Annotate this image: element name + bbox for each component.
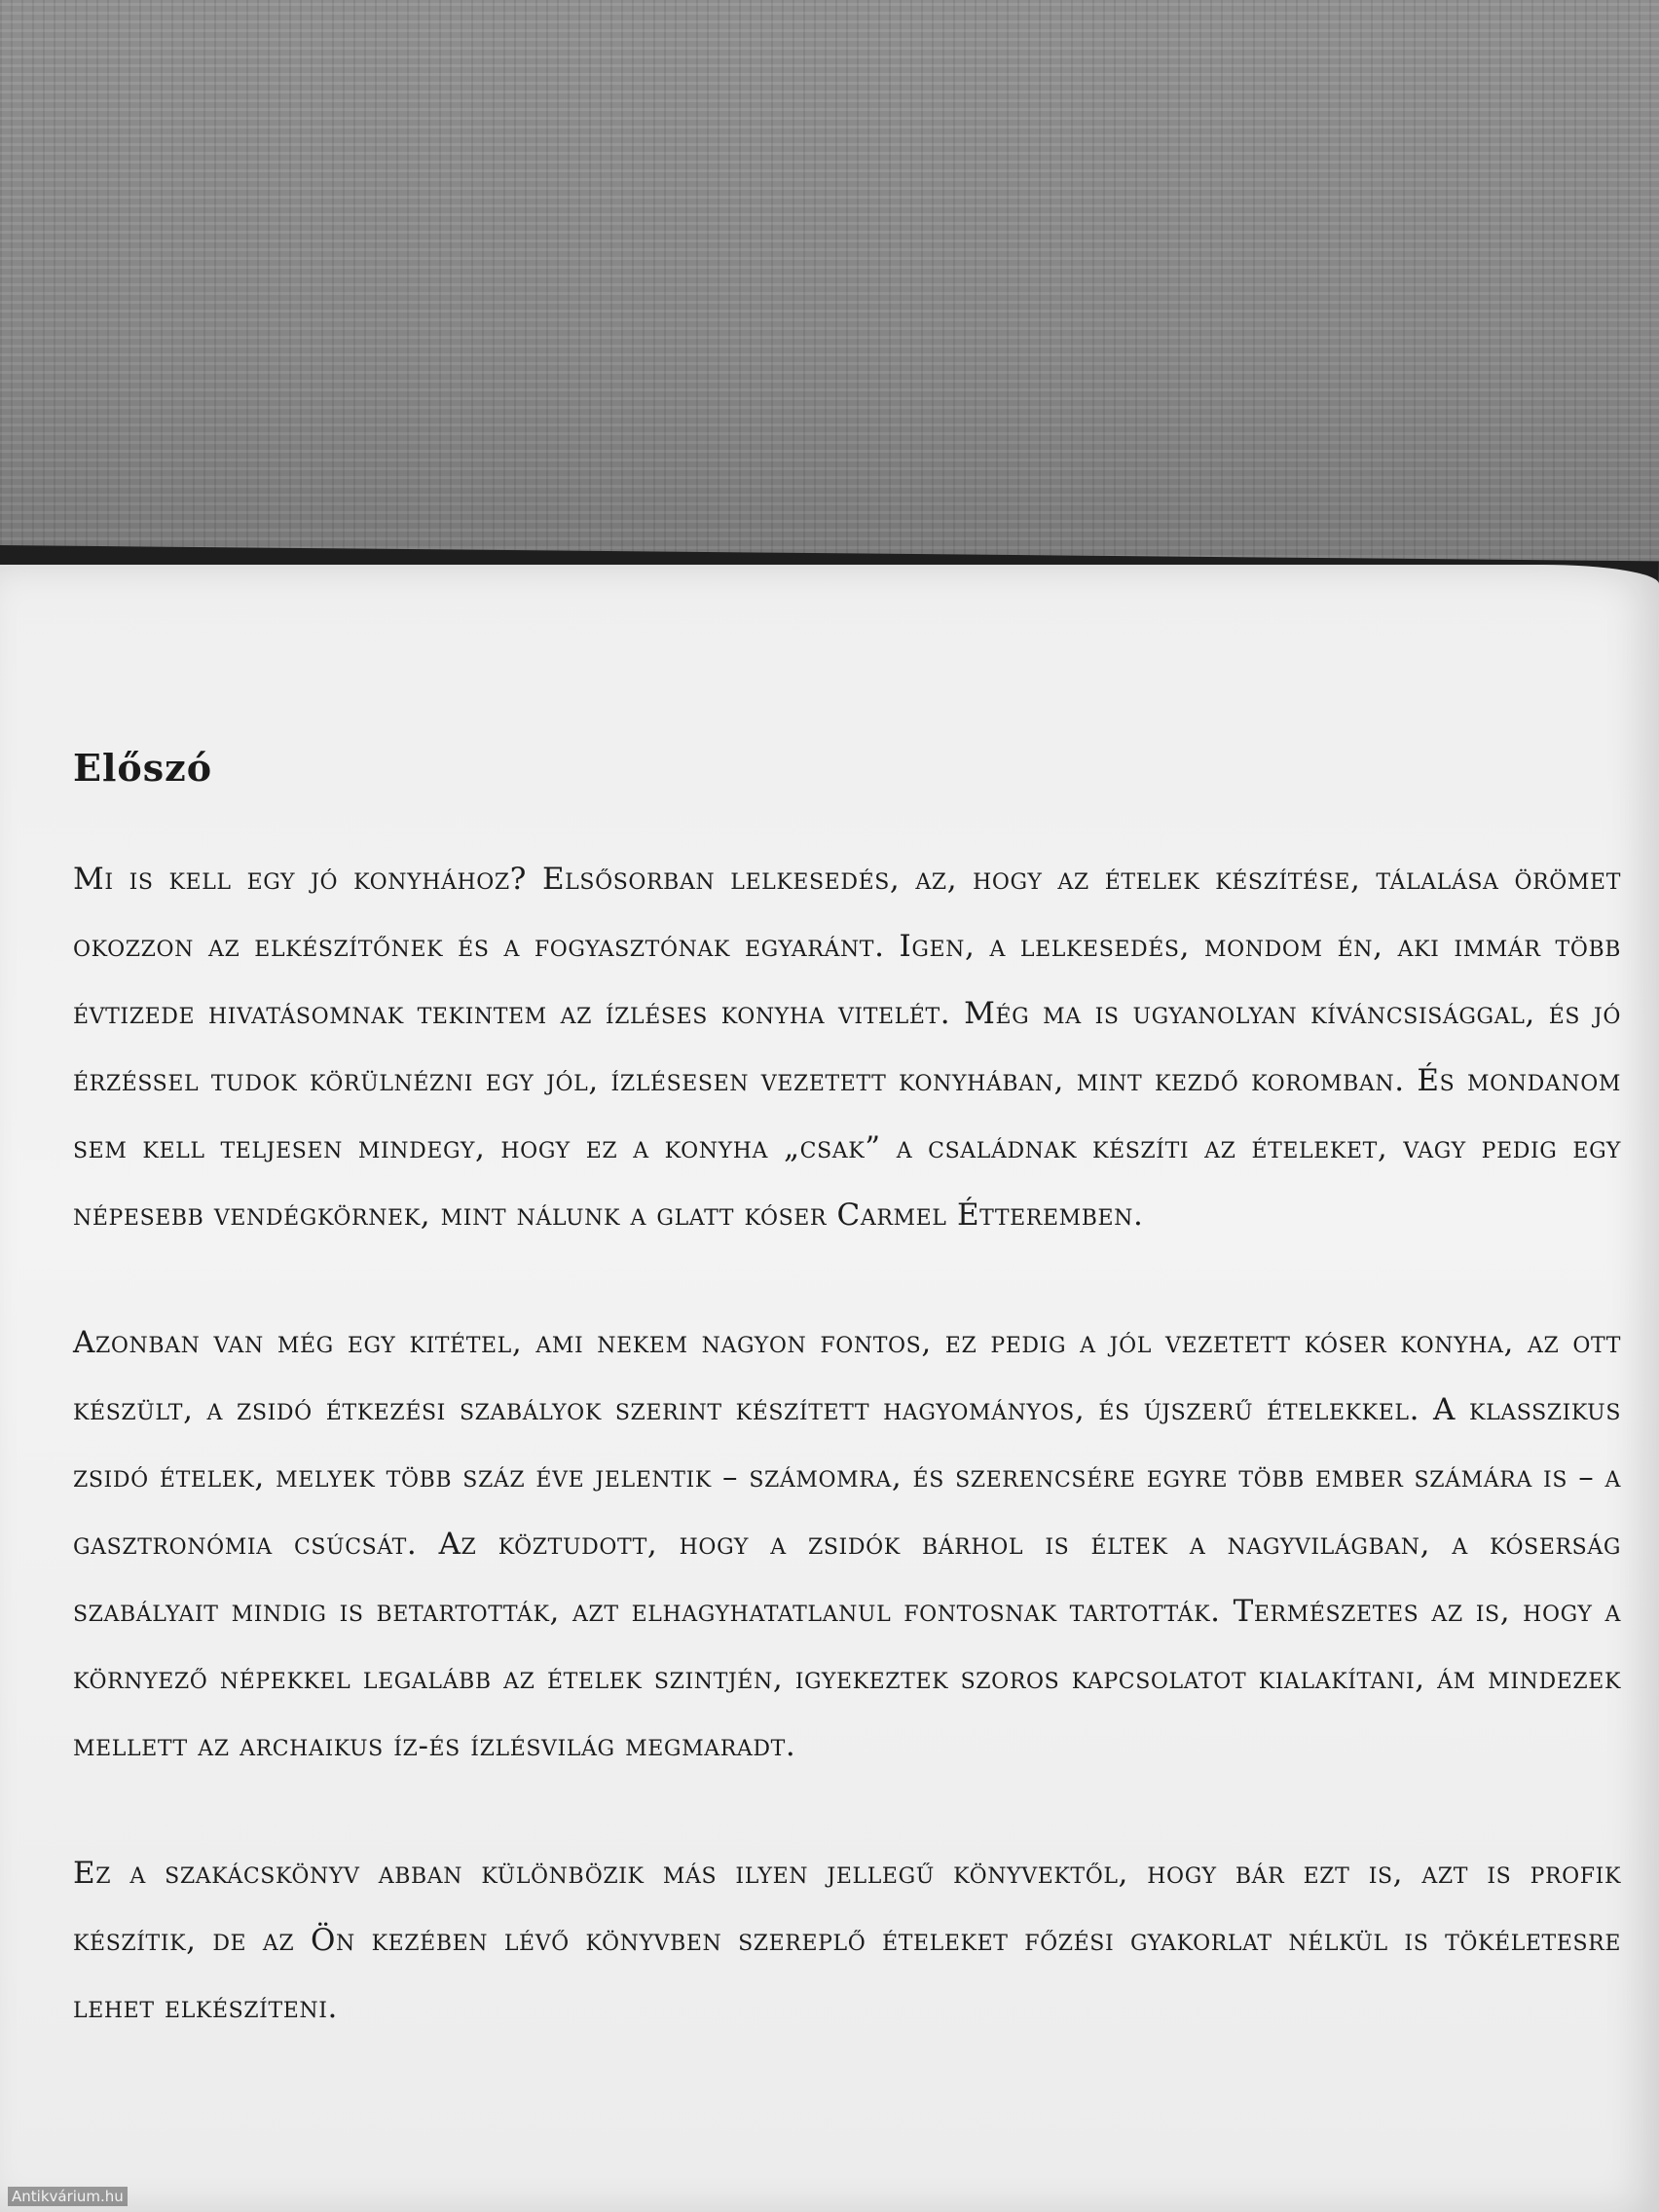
page-title: Előszó bbox=[73, 746, 213, 790]
paragraph-1: Mi is kell egy jó konyhához? Elsősorban lelkesedés, az, hogy az ételek készítése, tálalása örömet okozzon az elkészítőnek és a fogyasztónak egyaránt. Igen, a lelkesedés, mondom én, aki immár több évtizede hivatásomnak tekintem az ízléses konyha vitelét. Még ma is ugyanolyan kíváncsisággal, és jó érzéssel tudok körülnézni egy jól, ízlésesen vezetett konyhában, mint kezdő koromban. És mondanom sem kell teljesen mindegy, hogy ez a konyha „csak” a családnak készíti az ételeket, vagy pedig egy népesebb vendégkörnek, mint nálunk a glatt kóser Carmel Étteremben. bbox=[73, 862, 1621, 1233]
book-page bbox=[0, 565, 1659, 2212]
table-surface-background bbox=[0, 0, 1659, 584]
paragraph-2: Azonban van még egy kitétel, ami nekem nagyon fontos, ez pedig a jól vezetett kóser konyha, az ott készült, a zsidó étkezési szabályok szerint készített hagyományos, és újszerű ételekkel. A klasszikus zsidó ételek, melyek több száz éve jelentik – számomra, és szerencsére egyre több ember számára is – a gasztronómia csúcsát. Az köztudott, hogy a zsidók bárhol is éltek a nagyvilágban, a kóserság szabályait mindig is betartották, azt elhagyhatatlanul fontosnak tartották. Természetes az is, hogy a környező népekkel legalább az ételek szintjén, igyekeztek szoros kapcsolatot kialakítani, ám mindezek mellett az archaikus íz-és ízlésvilág megmaradt. bbox=[73, 1325, 1621, 1763]
watermark-label: Antikvárium.hu bbox=[8, 2187, 128, 2206]
page-content bbox=[73, 746, 1621, 2102]
paragraph-3: Ez a szakácskönyv abban különbözik más ilyen jellegű könyvektől, hogy bár ezt is, azt is profik készítik, de az Ön kezében lévő könyvben szereplő ételeket főzési gyakorlat nélkül is tökéletesre lehet elkészíteni. bbox=[73, 1856, 1621, 2025]
